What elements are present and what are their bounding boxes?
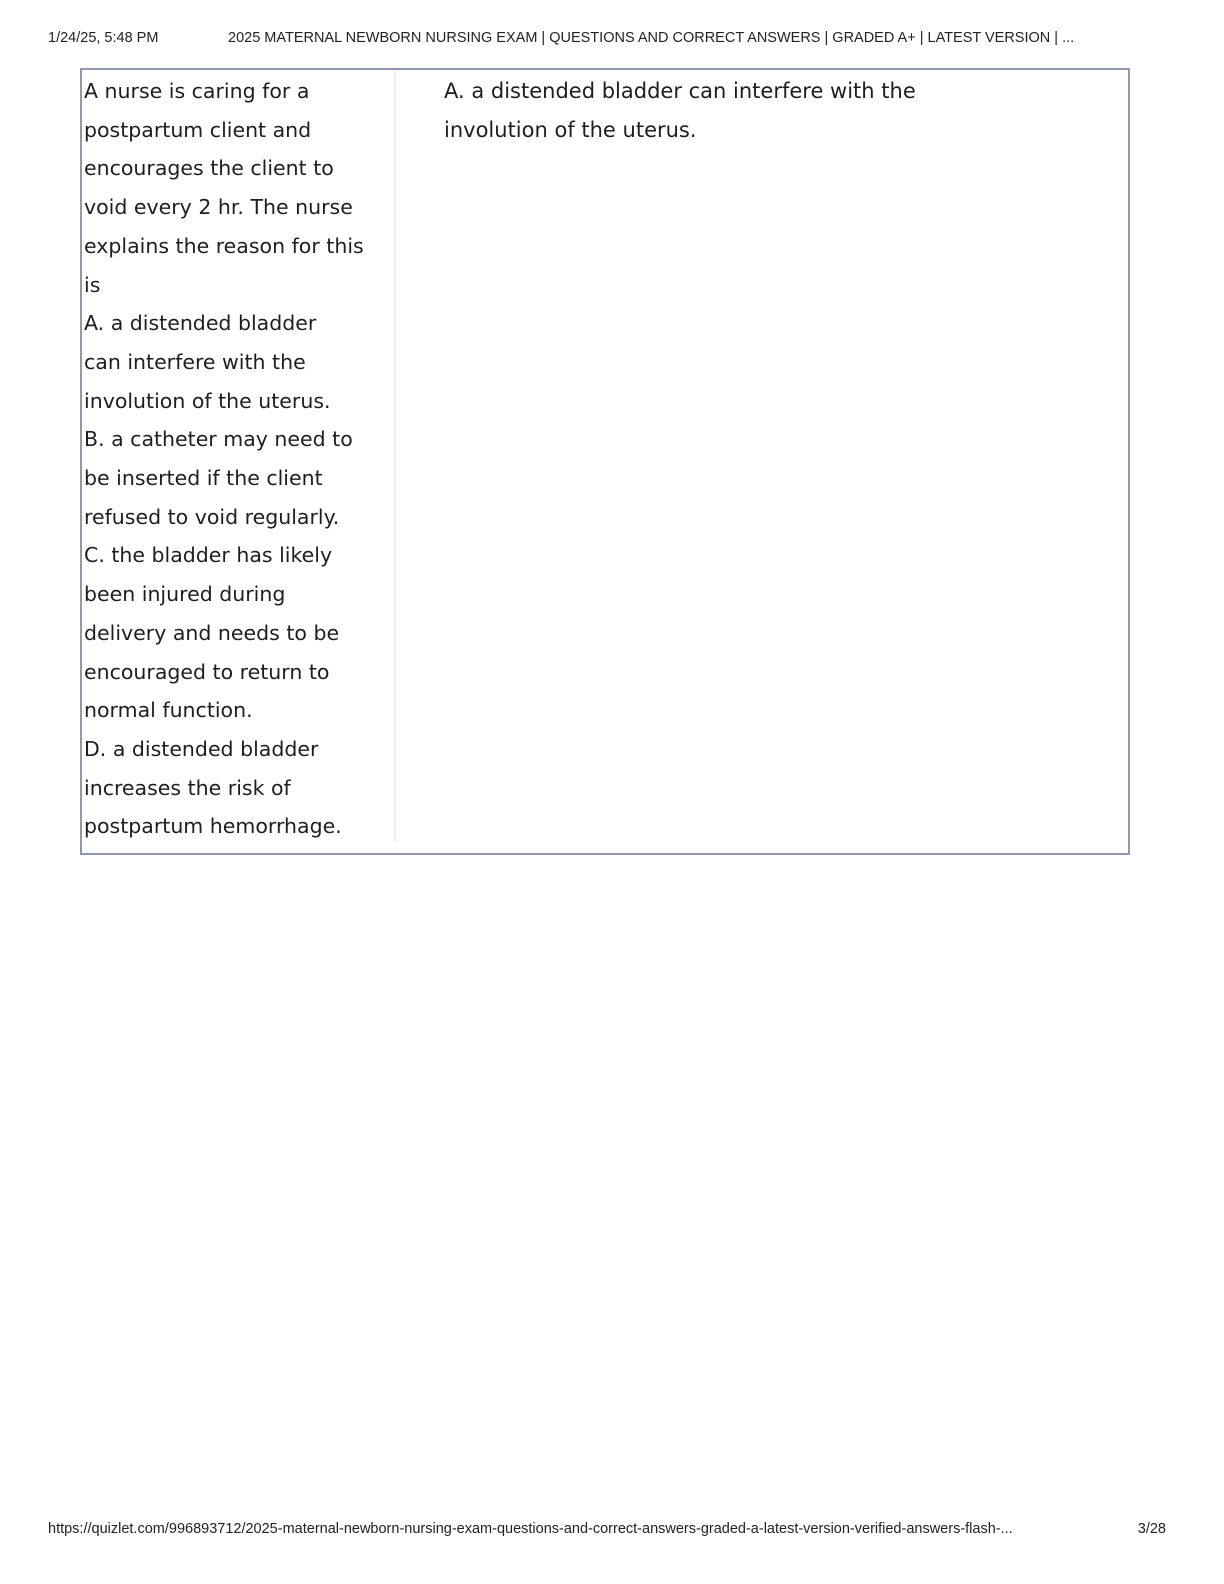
term-line: postpartum client and [84, 117, 312, 142]
term-line: encourages the client to [84, 156, 334, 181]
term-line: is [84, 272, 101, 297]
term-line: be inserted if the client [84, 466, 323, 491]
term-line: been injured during [84, 582, 286, 607]
term-text [82, 70, 394, 846]
page-number: 3/28 [1137, 1521, 1166, 1537]
print-header [48, 30, 1178, 50]
term-line: A nurse is caring for a [84, 79, 310, 103]
document-title: 2025 MATERNAL NEWBORN NURSING EXAM | QUESTIONS AND CORRECT ANSWERS | GRADED A+ | LATEST VERSION | ... [228, 30, 1075, 46]
flashcard-term [82, 70, 396, 842]
flashcard [80, 68, 1130, 855]
term-line: normal function. [84, 698, 253, 723]
term-line: A. a distended bladder [84, 311, 317, 336]
term-line: B. a catheter may need to [84, 427, 353, 452]
term-line: can interfere with the [84, 349, 306, 374]
definition-line: A. a distended bladder can interfere with the [444, 79, 916, 103]
print-footer [48, 1521, 1178, 1541]
term-line: void every 2 hr. The nurse [84, 195, 353, 220]
term-line: D. a distended bladder [84, 736, 319, 761]
term-line: postpartum hemorrhage. [84, 814, 342, 839]
flashcard-definition [444, 70, 1004, 149]
definition-text [444, 70, 1004, 149]
term-line: increases the risk of [84, 775, 291, 800]
term-line: explains the reason for this [84, 233, 364, 258]
term-line: C. the bladder has likely [84, 543, 333, 568]
term-line: delivery and needs to be [84, 620, 340, 645]
term-line: encouraged to return to [84, 659, 330, 684]
term-line: refused to void regularly. [84, 504, 340, 529]
term-line: involution of the uterus. [84, 388, 331, 413]
page-url: https://quizlet.com/996893712/2025-maternal-newborn-nursing-exam-questions-and-correct-answers-graded-a-latest-version-verified-answers-flash-... [48, 1521, 1013, 1537]
definition-line: involution of the uterus. [444, 117, 697, 142]
print-datetime: 1/24/25, 5:48 PM [48, 30, 159, 46]
